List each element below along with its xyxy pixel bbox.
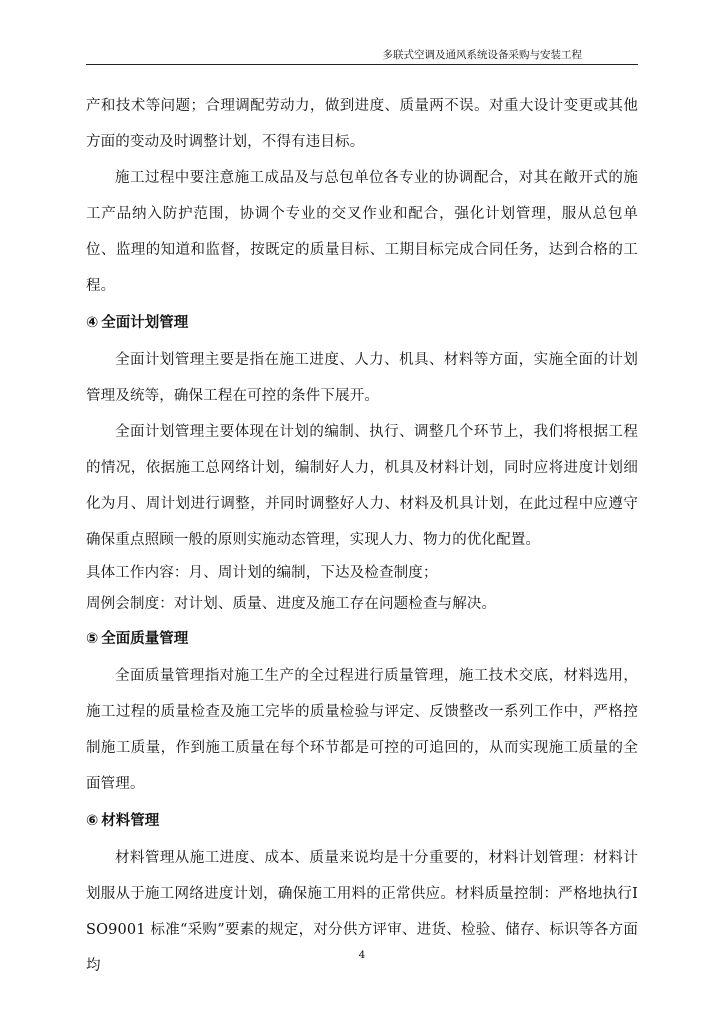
paragraph-quality-management: 全面质量管理指对施工生产的全过程进行质量管理，施工技术交底，材料选用，施工过程的质量检查及施工完毕的质量检验与评定、反馈整改一系列工作中，严格控制施工质量，作到施工质量在每个环节都是可控的可追回的，从而实现施工质量的全面管理。 — [86, 668, 638, 792]
paragraph-plan-implementation: 全面计划管理主要体现在计划的编制、执行、调整几个环节上，我们将根据工程的情况，依据施工总网络计划，编制好人力，机具及材料计划，同时应将进度计划细化为月、周计划进行调整，并同时调整好人力、材料及机具计划，在此过程中应遵守确保重点照顾一般的原则实施动态管理，实现人力、物力的优化配置。 — [86, 424, 638, 548]
section-title-material-management: 材料管理 — [101, 813, 160, 829]
section-title-quality-management: 全面质量管理 — [101, 631, 189, 647]
section-heading-quality-management — [86, 620, 638, 658]
paragraph-material-management: 材料管理从施工进度、成本、质量来说均是十分重要的，材料计划管理：材料计划服从于施工网络进度计划，确保施工用料的正常供应。材料质量控制：严格地执行ISO9001 标准“采购”要素的规定，对分供方评审、进货、检验、储存、标识等各方面均 — [86, 850, 638, 974]
page-header — [86, 47, 638, 65]
page-number: 4 — [358, 949, 366, 961]
section-title-plan-management: 全面计划管理 — [101, 315, 189, 331]
header-title: 多联式空调及通风系统设备采购与安装工程 — [382, 49, 582, 61]
section-number-5: ⑤ — [86, 631, 99, 647]
document-body — [86, 88, 638, 984]
line-work-content: 具体工作内容：月、周计划的编制，下达及检查制度； — [86, 565, 438, 581]
paragraph-coordination: 施工过程中要注意施工成品及与总包单位各专业的协调配合，对其在敞开式的施工产品纳入防护范围，协调个专业的交叉作业和配合，强化计划管理，服从总包单位、监理的知道和监督，按既定的质量目标、工期目标完成合同任务，达到合格的工程。 — [86, 170, 638, 294]
paragraph-plan-definition: 全面计划管理主要是指在施工进度、人力、机具、材料等方面，实施全面的计划管理及统等，确保工程在可控的条件下展开。 — [86, 352, 638, 404]
section-heading-plan-management — [86, 304, 638, 342]
section-number-4: ④ — [86, 315, 99, 331]
section-heading-material-management — [86, 802, 638, 840]
section-number-6: ⑥ — [86, 813, 99, 829]
paragraph-continuation: 产和技术等问题；合理调配劳动力，做到进度、质量两不误。对重大设计变更或其他方面的变动及时调整计划，不得有违目标。 — [86, 98, 638, 150]
line-weekly-meeting: 周例会制度：对计划、质量、进度及施工存在问题检查与解决。 — [86, 596, 497, 612]
